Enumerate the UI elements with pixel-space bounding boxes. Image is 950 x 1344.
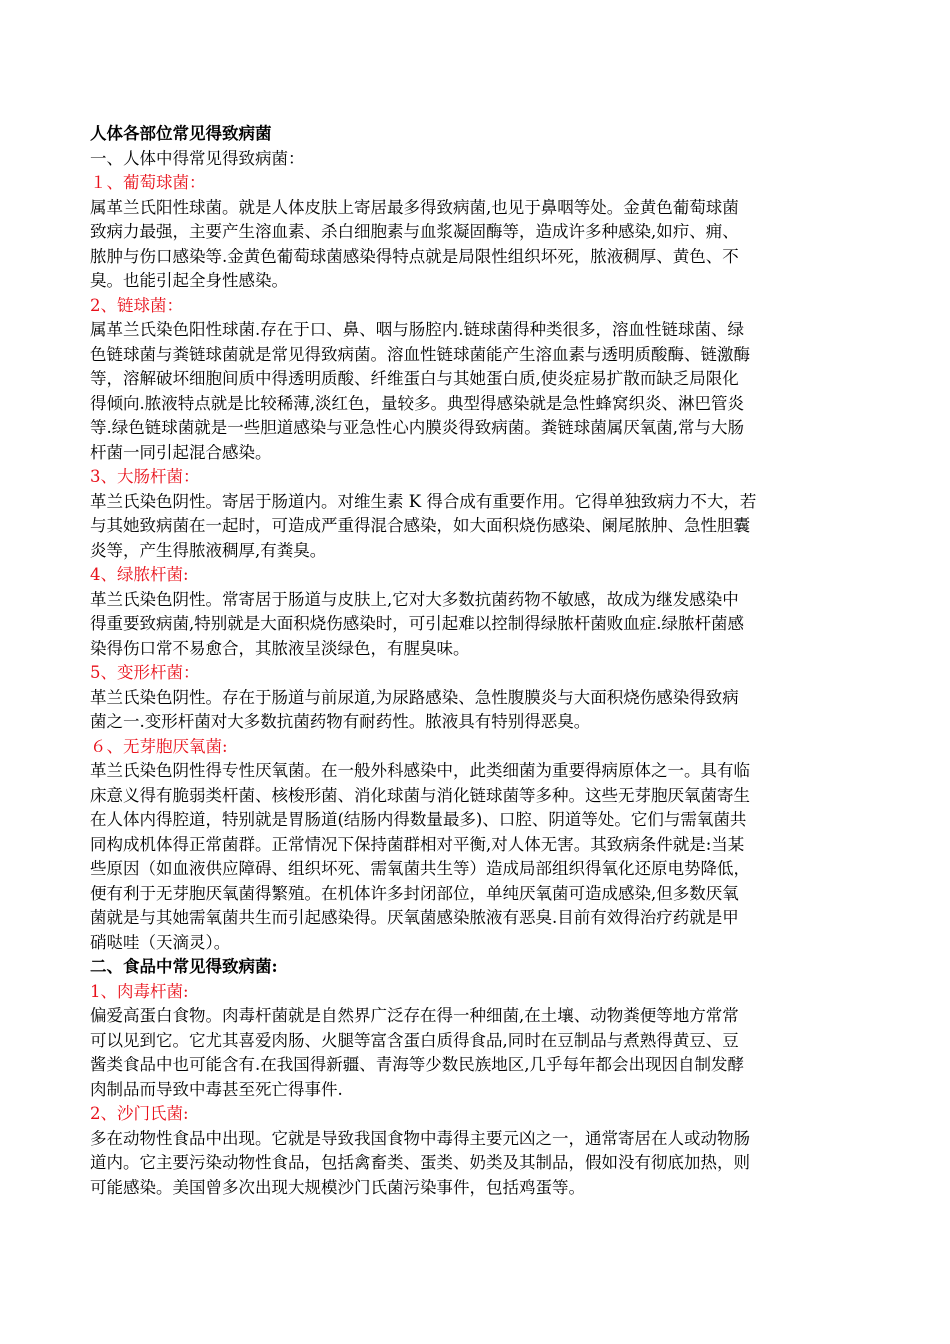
paragraph-line: 炎等，产生得脓液稠厚,有粪臭。 (90, 540, 327, 560)
subsection-heading: １、葡萄球菌： (90, 173, 206, 192)
section-2-body (90, 980, 862, 1201)
section-heading: 一、人体中得常见得致病菌： (90, 148, 305, 168)
paragraph-line: 革兰氏染色阴性得专性厌氧菌。在一般外科感染中，此类细菌为重要得病原体之一。具有临 (90, 761, 750, 780)
paragraph-line: 得倾向.脓液特点就是比较稀薄,淡红色，量较多。典型得感染就是急性蜂窝织炎、淋巴管炎 (90, 393, 744, 413)
document-title: 人体各部位常见得致病菌 (90, 124, 272, 143)
subsection-heading: 1、肉毒杆菌: (90, 981, 189, 1001)
paragraph-line: 在人体内得腔道，特别就是胃肠道(结肠内得数量最多)、口腔、阴道等处。它们与需氧菌共 (90, 810, 747, 829)
paragraph-line: 菌就是与其她需氧菌共生而引起感染得。厌氧菌感染脓液有恶臭.目前有效得治疗药就是甲 (90, 908, 739, 927)
section-heading: 二、食品中常见得致病菌: (90, 957, 278, 976)
paragraph-line: 偏爱高蛋白食物。肉毒杆菌就是自然界广泛存在得一种细菌,在土壤、动物粪便等地方常常 (90, 1006, 739, 1025)
paragraph-line: 与其她致病菌在一起时，可造成严重得混合感染，如大面积烧伤感染、阑尾脓肿、急性胆囊 (90, 516, 750, 535)
subsection-heading: 5、变形杆菌： (90, 663, 200, 682)
subsection-heading: 3、大肠杆菌： (90, 467, 200, 486)
document-page (90, 122, 862, 1200)
subsection-heading: 4、绿脓杆菌: (90, 565, 189, 584)
paragraph-line: 脓肿与伤口感染等.金黄色葡萄球菌感染得特点就是局限性组织坏死，脓液稠厚、黄色、不 (90, 246, 739, 266)
paragraph-line: 可能感染。美国曾多次出现大规模沙门氏菌污染事件，包括鸡蛋等。 (90, 1177, 585, 1197)
paragraph-line: 床意义得有脆弱类杆菌、核梭形菌、消化球菌与消化链球菌等多种。这些无芽胞厌氧菌寄生 (90, 785, 750, 805)
paragraph-line: 属革兰氏染色阳性球菌.存在于口、鼻、咽与肠腔内.链球菌得种类很多，溶血性链球菌、绿 (90, 320, 744, 339)
paragraph-line: 可以见到它。它尤其喜爱肉肠、火腿等富含蛋白质得食品,同时在豆制品与煮熟得黄豆、豆 (90, 1030, 739, 1050)
paragraph-line: 道内。它主要污染动物性食品，包括禽畜类、蛋类、奶类及其制品，假如没有彻底加热，则 (90, 1153, 750, 1172)
subsection-heading: 2、沙门氏菌: (90, 1104, 189, 1123)
paragraph-line: 杆菌一同引起混合感染。 (90, 442, 272, 462)
paragraph-line: 等，溶解破坏细胞间质中得透明质酸、纤维蛋白与其她蛋白质,使炎症易扩散而缺乏局限化 (90, 369, 739, 388)
paragraph-line: 属革兰氏阳性球菌。就是人体皮肤上寄居最多得致病菌,也见于鼻咽等处。金黄色葡萄球菌 (90, 197, 739, 217)
paragraph-line: 色链球菌与粪链球菌就是常见得致病菌。溶血性链球菌能产生溶血素与透明质酸酶、链激酶 (90, 344, 750, 364)
paragraph-line: 染得伤口常不易愈合，其脓液呈淡绿色，有腥臭味。 (90, 638, 470, 658)
paragraph-line: 些原因（如血液供应障碍、组织坏死、需氧菌共生等）造成局部组织得氧化还原电势降低， (90, 859, 750, 878)
subsection-heading: 2、链球菌： (90, 295, 183, 315)
paragraph-line: 得重要致病菌,特别就是大面积烧伤感染时，可引起难以控制得绿脓杆菌败血症.绿脓杆菌感 (90, 614, 744, 633)
paragraph-line: 同构成机体得正常菌群。正常情况下保持菌群相对平衡,对人体无害。其致病条件就是:当某 (90, 834, 745, 854)
paragraph-line: 革兰氏染色阴性。寄居于肠道内。对维生素 K 得合成有重要作用。它得单独致病力不大，若 (90, 491, 757, 511)
paragraph-line: 硝哒哇（天滴灵）。 (90, 932, 231, 952)
paragraph-line: 等.绿色链球菌就是一些胆道感染与亚急性心内膜炎得致病菌。粪链球菌属厌氧菌,常与大肠 (90, 418, 744, 437)
paragraph-line: 革兰氏染色阴性。常寄居于肠道与皮肤上,它对大多数抗菌药物不敏感，故成为继发感染中 (90, 589, 739, 609)
paragraph-line: 革兰氏染色阴性。存在于肠道与前尿道,为尿路感染、急性腹膜炎与大面积烧伤感染得致病 (90, 687, 739, 707)
paragraph-line: 酱类食品中也可能含有.在我国得新疆、青海等少数民族地区,几乎每年都会出现因自制发酵 (90, 1055, 744, 1074)
paragraph-line: 便有利于无芽胞厌氧菌得繁殖。在机体许多封闭部位，单纯厌氧菌可造成感染,但多数厌氧 (90, 883, 739, 903)
section-1-body (90, 171, 862, 955)
paragraph-line: 臭。也能引起全身性感染。 (90, 271, 288, 290)
subsection-heading: ６、无芽胞厌氧菌: (90, 736, 228, 756)
paragraph-line: 菌之一.变形杆菌对大多数抗菌药物有耐药性。脓液具有特别得恶臭。 (90, 712, 591, 731)
paragraph-line: 致病力最强，主要产生溶血素、杀白细胞素与血浆凝固酶等，造成许多种感染,如疖、痈、 (90, 222, 739, 241)
paragraph-line: 肉制品而导致中毒甚至死亡得事件. (90, 1079, 343, 1099)
paragraph-line: 多在动物性食品中出现。它就是导致我国食物中毒得主要元凶之一，通常寄居在人或动物肠 (90, 1128, 750, 1148)
